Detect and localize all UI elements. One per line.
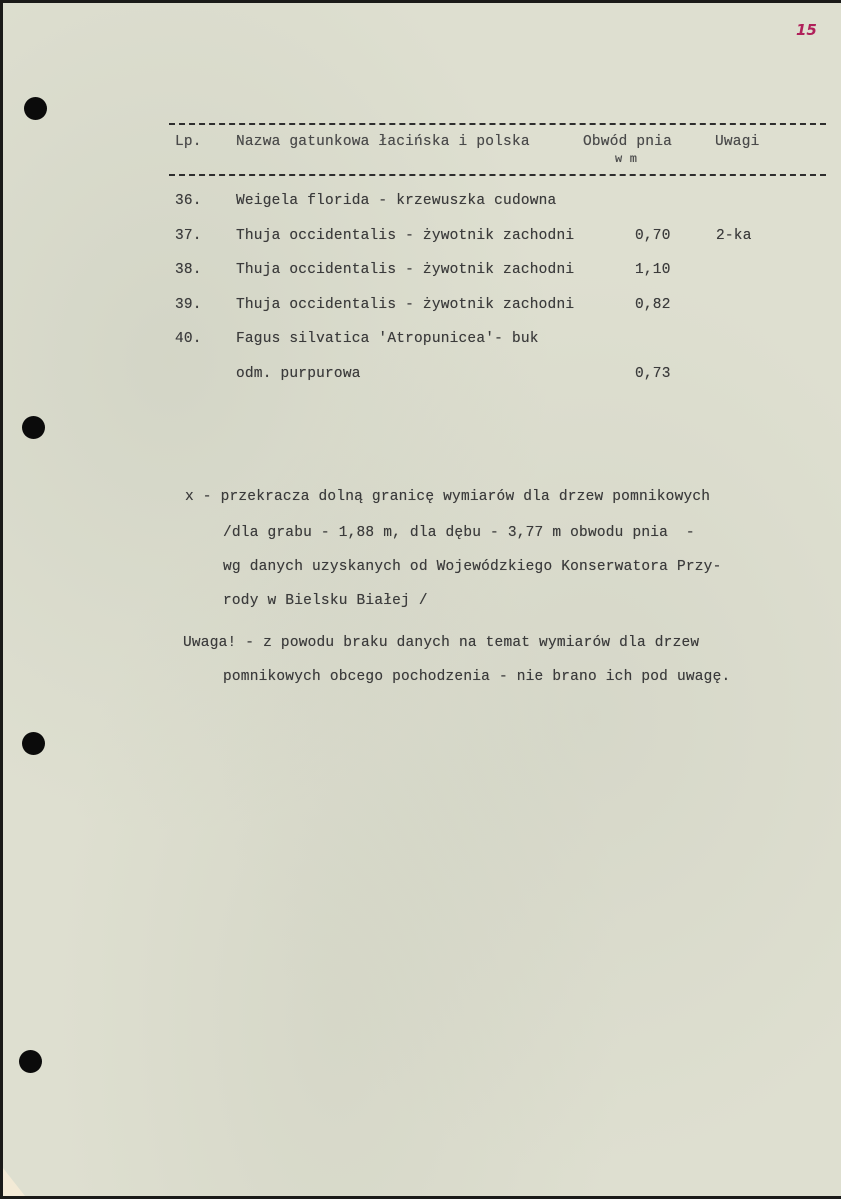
footnote-line: rody w Bielsku Białej / [223,593,428,609]
row-lp: 37. [175,228,202,244]
remark-line: pomnikowych obcego pochodzenia - nie brano ich pod uwagę. [223,669,731,685]
remark-line: Uwaga! - z powodu braku danych na temat wymiarów dla drzew [183,635,700,651]
table-header-rule [169,174,826,176]
row-name: Thuja occidentalis - żywotnik zachodni [236,262,575,278]
row-lp: 39. [175,297,202,313]
row-name: Thuja occidentalis - żywotnik zachodni [236,228,575,244]
row-name: Weigela florida - krzewuszka cudowna [236,193,557,209]
punch-hole [19,1050,42,1073]
row-lp: 36. [175,193,202,209]
document-page [3,3,841,1196]
row-notes: 2-ka [716,228,752,244]
row-circumference: 0,82 [635,297,671,313]
row-lp: 40. [175,331,202,347]
row-name-continued: odm. purpurowa [236,366,361,382]
header-name: Nazwa gatunkowa łacińska i polska [236,134,530,150]
row-name: Thuja occidentalis - żywotnik zachodni [236,297,575,313]
table-top-rule [169,123,826,125]
header-notes: Uwagi [715,134,760,150]
header-circumference: Obwód pnia [583,134,673,150]
punch-hole [22,732,45,755]
row-circumference: 0,70 [635,228,671,244]
row-circumference: 0,73 [635,366,671,382]
footnote-line: x - przekracza dolną granicę wymiarów dla drzew pomnikowych [185,489,711,505]
folded-corner [3,1168,25,1196]
footnote-line: /dla grabu - 1,88 m, dla dębu - 3,77 m obwodu pnia - [223,525,695,541]
punch-hole [22,416,45,439]
header-lp: Lp. [175,134,202,150]
page-number: 15 [796,21,817,39]
footnote-line: wg danych uzyskanych od Wojewódzkiego Konserwatora Przy- [223,559,722,575]
row-name: Fagus silvatica 'Atropunicea'- buk [236,331,539,347]
row-lp: 38. [175,262,202,278]
header-circumference-unit: w m [615,152,638,166]
row-circumference: 1,10 [635,262,671,278]
punch-hole [24,97,47,120]
